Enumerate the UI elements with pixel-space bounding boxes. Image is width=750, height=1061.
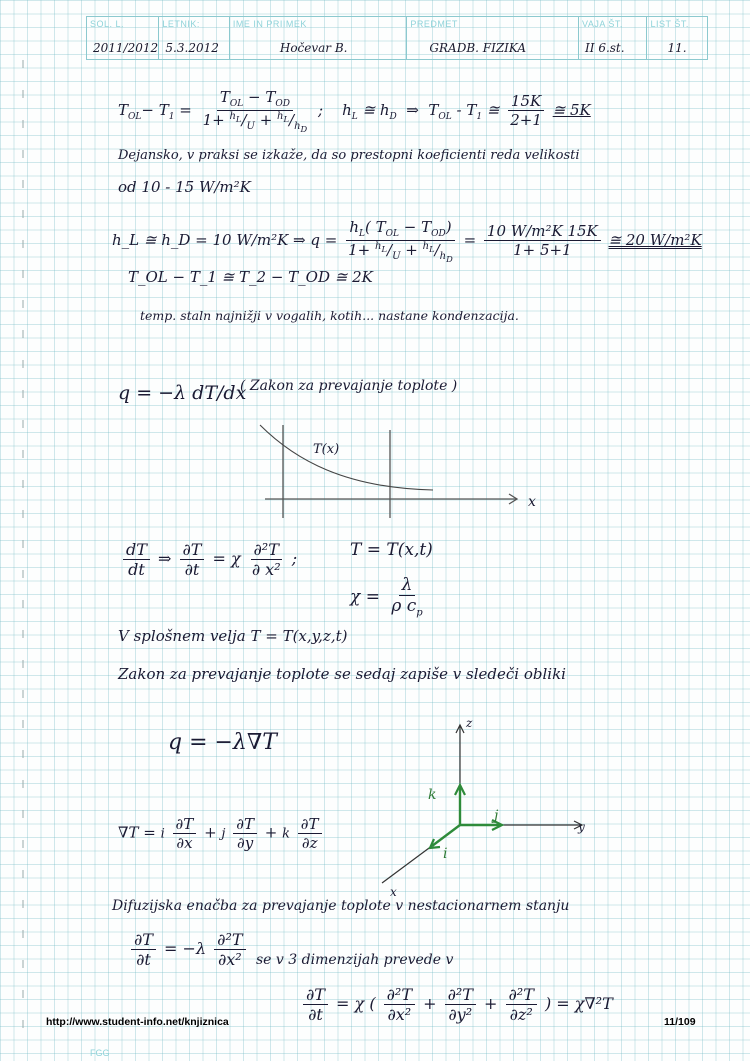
header-cell-year: SOL. L. 2011/2012 xyxy=(87,17,159,59)
equation-line-3: T_OL − T_1 ≅ T_2 − T_OD ≅ 2K xyxy=(128,268,373,286)
coordinate-axes xyxy=(370,715,590,895)
fourier-law-note: ( Zakon za prevajanje toplote ) xyxy=(240,378,458,394)
axis-z-label: z xyxy=(466,716,473,730)
axis-y-label: y xyxy=(578,820,585,834)
dt-equation: $\frac{dT}{dt}$ ⇒ $\frac{\partial T}{\partial t}$ = χ $\frac{\text{∂²T}}{\text{∂ x²}}$ ; xyxy=(120,540,297,579)
paragraph-praksa: Dejansko, v praksi se izkaže, da so prestopni koeficienti reda velikosti xyxy=(118,148,580,163)
general-statement: V splošnem velja T = T(x,y,z,t) xyxy=(118,627,348,645)
page-header xyxy=(86,16,708,60)
axis-x-label: x xyxy=(390,885,397,899)
equation-line-1: $T_{OL}- T_1$ = $\frac{T_{OL} - T_{OD}}{1+ ^{h_L}/_U + ^{h_L}/_{h_D}}$ ; $h_L$ ≅ $h_D$ ⇒ $T_{OL} - T_1$ ≅ $\frac{15K}{2+1}$ ≅ 5K xyxy=(118,88,591,134)
footer-url[interactable]: http://www.student-info.net/knjiznica xyxy=(46,1016,229,1028)
vec-i-label: i xyxy=(443,846,448,862)
diffusion-3d-text: se v 3 dimenzijah prevede v xyxy=(256,952,454,968)
vector-i xyxy=(432,825,460,846)
diffusion-1d: $\frac{\partial T}{\partial t}$ = −λ $\frac{\text{∂²T}}{\text{∂x²}}$ xyxy=(128,930,249,969)
vec-k-label: k xyxy=(428,787,437,803)
diffusion-3d: $\frac{\partial T}{\partial t}$ = χ ( $\frac{\text{∂²T}}{\text{∂x²}}$ + $\frac{\text{∂²T}}{\text{∂y²}}$ + $\frac{\text{∂²T}}{\text{∂z²}}$ ) = χ∇²T xyxy=(300,985,613,1024)
gradient-definition: ∇T = i $\frac{\partial T}{\partial x}$ + j $\frac{\partial T}{\partial y}$ + k $\frac{\partial T}{\partial z}$ xyxy=(118,815,325,852)
graph-curve-label: T(x) xyxy=(313,442,340,457)
note-condensation: temp. staln najnižji v vogalih, kotih... nastane kondenzacija. xyxy=(140,308,519,323)
temperature-graph xyxy=(255,420,545,520)
header-cell-sheet: LIST ŠT. 11. xyxy=(650,19,689,55)
law-sentence: Zakon za prevajanje toplote se sedaj zapiše v sledeči obliki xyxy=(118,665,566,683)
vector-law: q = −λ∇T xyxy=(168,730,277,755)
graph-curve xyxy=(260,425,433,490)
chi-definition: χ = $\frac{\lambda}{\rho c_p}$ xyxy=(350,575,423,619)
footer-fgg: FGG xyxy=(90,1048,110,1058)
equation-line-2: h_L ≅ h_D = 10 W/m²K ⇒ q = $\frac{h_L( T_{OL} - T_{OD})}{1+ ^{h_L}/_U + ^{h_L}/_{h_D}}$ = $\frac{\text{10 W/m²K 15K}}{1+ 5+1}$ ≅ 20 W/m²K xyxy=(112,218,702,264)
t-function: T = T(x,t) xyxy=(350,540,433,560)
graph-x-label: x xyxy=(528,494,536,510)
diffusion-sentence: Difuzijska enačba za prevajanje toplote v nestacionarnem stanju xyxy=(112,898,570,914)
footer-page-number: 11/109 xyxy=(664,1016,696,1028)
result-5k: ≅ 5K xyxy=(552,100,591,119)
header-cell-subject: PREDMET GRADB. FIZIKA xyxy=(407,17,579,59)
binding-holes xyxy=(22,60,24,1050)
header-cell-date: LETNIK: 5.3.2012 xyxy=(159,17,229,59)
paragraph-range: od 10 - 15 W/m²K xyxy=(118,178,251,196)
header-cell-exercise: VAJA ŠT. II 6.st. xyxy=(579,17,647,59)
vec-j-label: j xyxy=(494,808,499,824)
header-cell-name: IME IN PRIIMEK Hočevar B. xyxy=(230,17,408,59)
fourier-law: q = −λ dT/dx xyxy=(118,382,247,404)
